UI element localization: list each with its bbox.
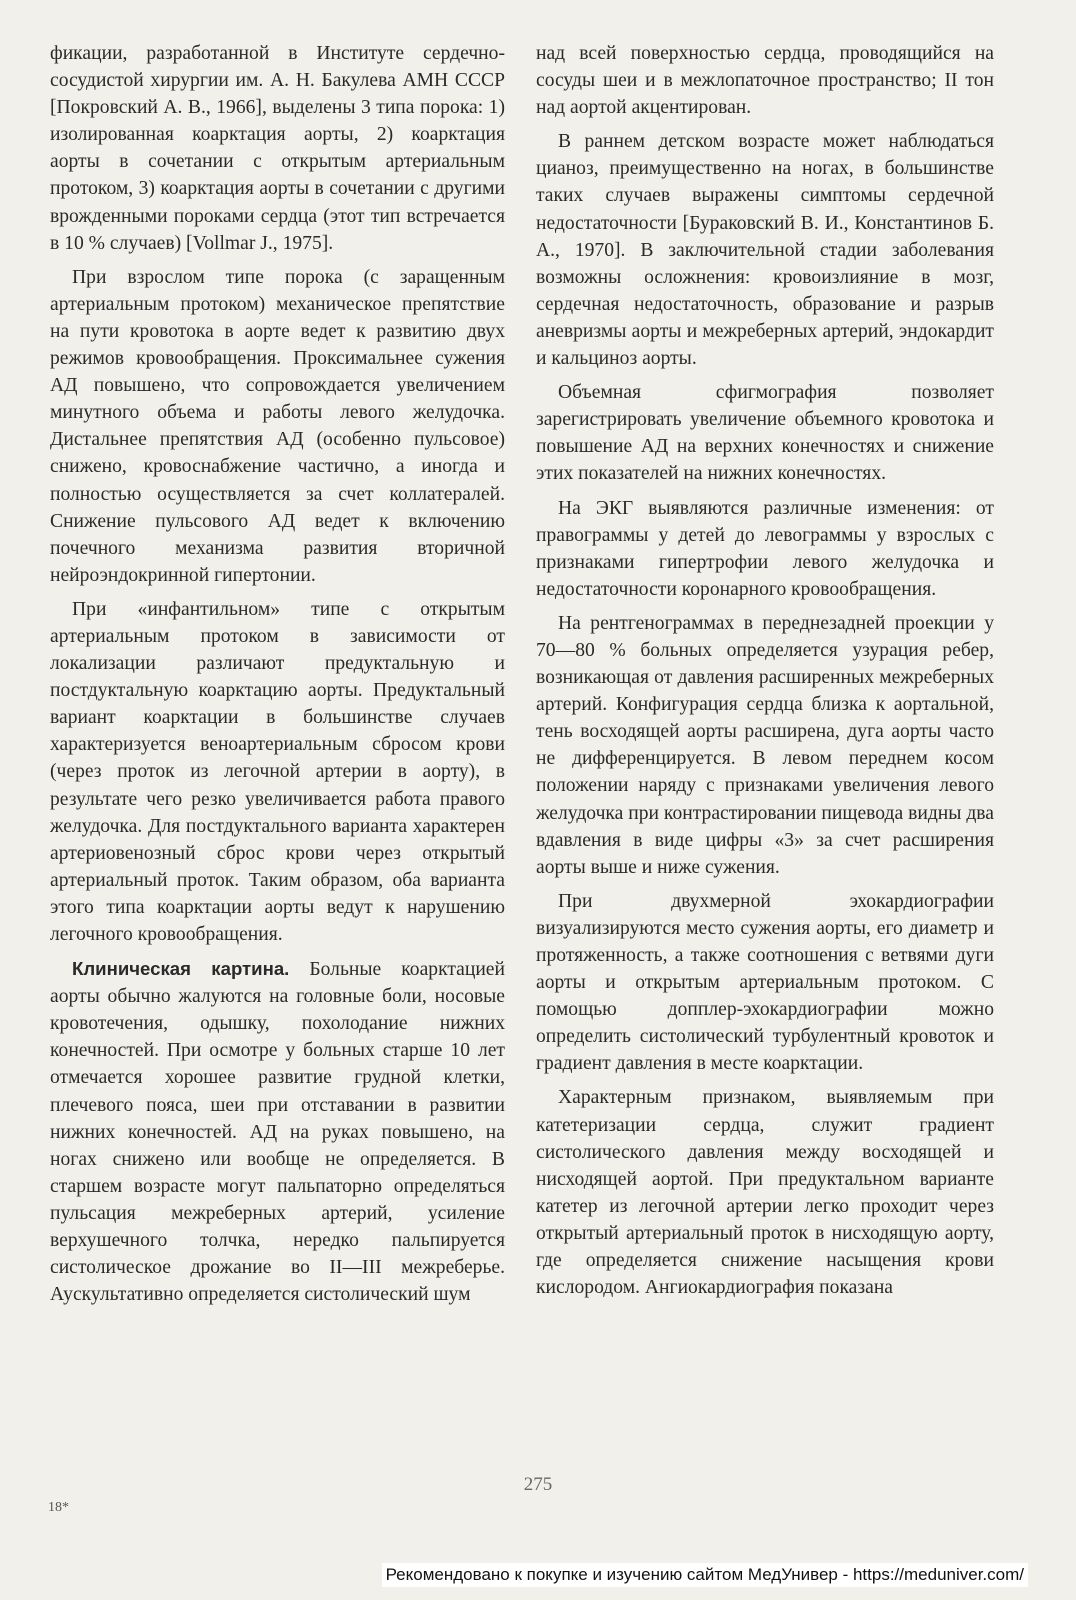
paragraph: В раннем детском возрасте может наблюдаться цианоз, преимущественно на ногах, в большинстве таких случаев выражены симптомы сердечной недостаточности [Бураковский В. И., Константинов Б. А., 1970]. В заключительной стадии заболевания возможны осложнения: кровоизлияние в мозг, сердечная недостаточность, образование и разрыв аневризмы аорты и межреберных артерий, эндокардит и кальциноз аорты. bbox=[536, 131, 994, 370]
page-number: 275 bbox=[523, 1474, 553, 1495]
footer-banner bbox=[382, 1563, 1028, 1587]
paragraph: над всей поверхностью сердца, проводящийся на сосуды шеи и в межлопаточное пространство; II тон над аортой акцентирован. bbox=[536, 43, 994, 119]
paragraph: На рентгенограммах в переднезадней проекции у 70—80 % больных определяется узурация ребер, возникающая от давления расширенных межреберных артерий. Конфигурация сердца близка к аортальной, тень восходящей аорты расширена, дуга аорты часто не дифференцируется. В левом переднем косом положении наряду с признаками увеличения левого желудочка при контрастировании пищевода видны два вдавления в виде цифры «3» за счет расширения аорты выше и ниже сужения. bbox=[536, 612, 994, 878]
section-heading: Клиническая картина. bbox=[72, 958, 290, 980]
signature-mark: 18* bbox=[48, 1500, 69, 1515]
paragraph-text: Больные коарктацией аорты обычно жалуются на головные боли, носовые кровотечения, одышку, похолодание нижних конечностей. При осмотре у больных старше 10 лет отмечается хорошее развитие грудной клетки, плечевого пояса, шеи при отставании в развитии нижних конечностей. АД на руках повышено, на ногах снижено или вообще не определяется. В старшем возрасте могут пальпаторно определяться пульсация межреберных артерий, усиление верхушечного толчка, нередко пальпируется систолическое дрожание во II—III межреберье. Аускультативно определяется систолический шум bbox=[50, 959, 505, 1306]
paragraph: фикации, разработанной в Институте сердечно-сосудистой хирургии им. А. Н. Бакулева АМН СССР [Покровский А. В., 1966], выделены 3 типа порока: 1) изолированная коарктация аорты, 2) коарктация аорты в сочетании с открытым артериальным протоком, 3) коарктация аорты в сочетании с другими врожденными пороками сердца (этот тип встречается в 10 % случаев) [Vollmar J., 1975]. bbox=[50, 43, 505, 254]
paragraph: При взрослом типе порока (с заращенным артериальным протоком) механическое препятствие на пути кровотока в аорте ведет к развитию двух режимов кровообращения. Проксимальнее сужения АД повышено, что сопровождается увеличением минутного объема и работы левого желудочка. Дистальнее препятствия АД (особенно пульсовое) снижено, кровоснабжение частично, а иногда и полностью осуществляется за счет коллатералей. Снижение пульсового АД ведет к включению почечного механизма развития вторичной нейроэндокринной гипертонии. bbox=[50, 266, 505, 586]
footer-link[interactable]: Рекомендовано к покупке и изучению сайтом МедУнивер - https://meduniver.com/ bbox=[385, 1565, 1024, 1584]
paragraph: При двухмерной эхокардиографии визуализируются место сужения аорты, его диаметр и протяженность, а также соотношения с ветвями дуги аорты и открытым артериальным протоком. С помощью допплер-эхокардиографии можно определить систолический турбулентный кровоток и градиент давления в месте коарктации. bbox=[536, 890, 994, 1075]
paragraph: Характерным признаком, выявляемым при катетеризации сердца, служит градиент систолического давления между восходящей и нисходящей аортой. При предуктальном варианте катетер из легочной артерии легко проходит через открытый артериальный проток в нисходящую аорту, где определяется снижение насыщения крови кислородом. Ангиокардиография показана bbox=[536, 1087, 994, 1299]
paragraph: Объемная сфигмография позволяет зарегистрировать увеличение объемного кровотока и повышение АД на верхних конечностях и снижение этих показателей на нижних конечностях. bbox=[536, 382, 994, 485]
paragraph: При «инфантильном» типе с открытым артериальным протоком в зависимости от локализации различают предуктальную и постдуктальную коарктацию аорты. Предуктальный вариант коарктации в большинстве случаев характеризуется веноартериальным сбросом крови (через проток из легочной артерии в аорту), в результате чего резко увеличивается работа правого желудочка. Для постдуктального варианта характерен артериовенозный сброс крови через открытый артериальный проток. Таким образом, оба варианта этого типа коарктации аорты ведут к нарушению легочного кровообращения. bbox=[50, 598, 505, 945]
left-column bbox=[50, 40, 505, 1315]
paragraph: На ЭКГ выявляются различные изменения: от правограммы у детей до левограммы у взрослых с признаками гипертрофии левого желудочка и недостаточности коронарного кровообращения. bbox=[536, 497, 994, 600]
paragraph bbox=[50, 955, 505, 1308]
right-column bbox=[536, 40, 994, 1308]
